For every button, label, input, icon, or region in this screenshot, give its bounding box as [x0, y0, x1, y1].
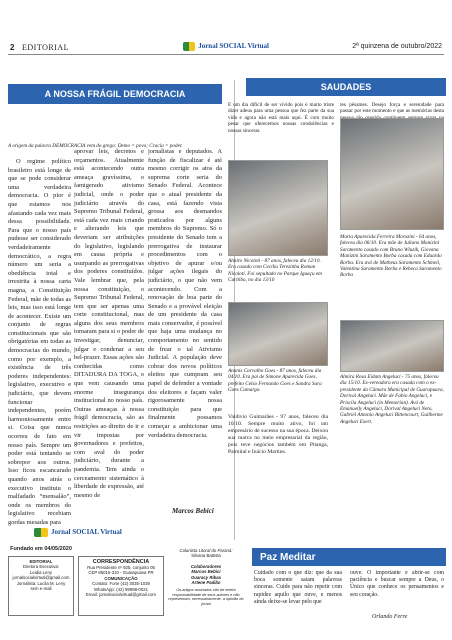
paz-meditar-author: Orlando Ferre [372, 614, 408, 620]
correspondence-line: COMUNICAÇÃO [104, 575, 138, 581]
logo-icon [34, 528, 48, 537]
caption-ananis-goes: Ananis Carvalho Goes - 87 anos, faleceu dia 04/10. Era pai de Simone Aparecida Goes, prefeito Celso Fernando Goes e Sandra Sara Goes Camargo. [228, 368, 322, 394]
disclaimer: Os artigos assinados são de inteira responsabilidade de seus autores e não representam, necessariamente, a opinião do jornal [168, 588, 244, 606]
photo-valdivio-guimaraes [340, 320, 444, 372]
correspondence-title: CORRESPONDÊNCIA [92, 559, 150, 565]
caption-almiro-nicoloti: Almiro Nicoloti - 87 anos, faleceu dia 12/10. Era casado com Cecilia Terezinha Roman Nicoloti. Foi sepultado no Parque Iguaçu em Curitiba, no dia 13/10 [228, 258, 322, 284]
editorial-text: aprovar leis, decretos e orçamentos. Atualmente está acontecendo outra ameaça gravíssima, o famigerado ativismo judicial, onde o poder judiciário através do Supremo Tribunal Federal, está cada vez mais criando e alterando leis que deveriam ser atribuições do legislativo, legislando em causa própria e usurpando as prerrogativas dos poderes constituídos. Vale lembrar que, pela nossa constituição, o Supremo Tribunal Federal, tem que ser apenas uma corte constitucional, mas alguns dos seus membros tomaram para si o poder de investigar, denunciar, julgar e condenar a seu bel-prazer. Essas ações são conhecidas como DITADURA DA TOGA, o que vem causando uma enorme insegurança institucional no nosso país. Outras ameaças à nossa frágil democracia, são as restrições ao direito de ir e vir impostas por governadores e prefeitos, com aval do poder judiciário, durante a pandemia. Tem ainda o cerceamento sistemático à liberdade de expressão, até mesmo de [74, 148, 144, 499]
columnist-name: Silvana Battista [191, 553, 221, 559]
footer-logo-text: Jornal SOCIAL Virtual [51, 528, 122, 536]
editorial-column-2 [74, 148, 144, 528]
saudades-title: SAUDADES [246, 78, 446, 96]
saudades-intro-1: É um dia difícil de ser vivido pois é muito triste dizer adeus para uma pessoa que fez parte da sua vida e agora não está mais aqui. É com muito pesar que oferecemos nossas condolências e nossas sinceras [228, 102, 334, 134]
editorial-subtitle: A origem da palavra DEMOCRACIA vem do grego: Demo = povo; Cracia = poder. [8, 143, 183, 149]
collaborator-name: Artene Padião [191, 580, 221, 586]
issue-date: 2ª quinzena de outubro/2022 [352, 43, 442, 50]
photo-almiro-nicoloti [228, 160, 328, 256]
photo-maria-aparecida [340, 118, 444, 230]
section-title: EDITORIAL [22, 43, 70, 52]
header-logo [183, 40, 269, 52]
editorial-box [8, 556, 74, 616]
logo-text: Jornal SOCIAL Virtual [198, 42, 269, 50]
correspondence-box [78, 556, 164, 616]
founded-date: Fundado em 04/05/2020 [10, 546, 72, 552]
editorial-box-line: EDITORIAL [29, 559, 53, 564]
editorial-title: A NOSSA FRÁGIL DEMOCRACIA [8, 84, 222, 104]
correspondence-line: CEP 85015-310 - Guarapuava PR [88, 570, 154, 576]
correspondence-line: Rua Presidente nº 925, conjunto 05 [87, 565, 155, 570]
editorial-box-line: Diretora Executiva: [22, 564, 60, 570]
collaborator-name: Marcos Bebici [191, 569, 221, 575]
paz-meditar-text-1: Cuidado com o que diz: que da sua boca somente saiam palavras sinceras. Cuide para não repetir com rapidez aquilo que ouve, e menos ainda deixe-se levar pelo que [254, 570, 342, 605]
correspondence-line: Contato: Fone (42) 3035-1039 [92, 581, 150, 587]
editorial-box-line: sem e-mail [30, 586, 52, 592]
logo-icon [183, 42, 195, 51]
editorial-text: jornalistas e deputados. A função de fiscalizar é até mesmo corrigir os atos da suprema corte seria do Senado Federal. Acontece que o atual presidente da casa, está fazendo vista grossa aos desmandos praticados por alguns membros do Supremo. Só o presidente do Senado tem a prerrogativa de instaurar procedimentos com o objetivo de apurar e/ou julgar ações ilegais do judiciário, o que não vem acontecendo. Com a renovação de boa parte do Senado e a provável eleição de um presidente da casa mais conservador, é possível que haja uma mudança no comportamento no sentido de frear o tal Ativismo Judicial. A população deve cobrar dos novos políticos eleitos que cumpram seu papel de defender a vontade dos eleitores e façam valer rigorosamente nossa constituição para que finalmente possamos começar a ambicionar uma verdadeira democracia. [148, 148, 222, 439]
header-divider [8, 54, 444, 55]
collaborator-name: Guaracy Ribas [190, 574, 222, 580]
caption-maria-aparecida: Maria Aparecida Ferreira Morozini - 64 anos, faleceu dia 06/10. Era mãe de Juliano Manizini Saramento casado com Bruno Wluzik, Giovana Manizini Saramento Borba casada com Eduardo Borba. Era avó de Matheus Saramento Schmeil, Valentina Saramento Borba e Rebeca Saramento Borba [340, 234, 442, 279]
editorial-column-1 [8, 158, 71, 528]
footer-logo [34, 526, 164, 538]
photo-ananis-goes [228, 302, 328, 366]
caption-valdivio-guimaraes: Valdivio Guimarães - 97 anos, faleceu dia 10/10. Sempre muito ativo, foi um empresário de sucesso na sua época. Deixou sua marca no meio empresarial da região, pois teve negócios também em Pitanga, Palmital e Inácio Martins. [228, 414, 328, 455]
correspondence-line: Email: jornalsocialvirtual@gmail.com [85, 592, 157, 598]
editorial-box-line: Leidia Leny [30, 569, 52, 575]
paz-meditar-title: Paz Meditar [252, 548, 446, 566]
editorial-text: O regime político brasileiro está longe de que se pode considerar uma verdadeira democracia. O pior é que estamos nos afastando cada vez mais dessa possibilidade. Para que o nosso país pudesse ser considerado verdadeiramente democrático, a regra número um seria a obediência total e irrestrita à nossa carta magna, a Constituição Federal, mãe de todas as leis, mas isso está longe de acontecer. Existe um conjunto de regras constitucionais que são obrigatórias em todas as democracias do mundo, como por exemplo, a existência de três poderes independentes: legislativo, executivo e judiciário, que devem funcionar independentes, porém harmoniosamente entre si. Coisa que nunca ocorreu de fato em nosso país. Sempre um poder está tentando se sobrepor aos outros. Isso ficou escancarado quando anos atrás o executivo instituiu o malfadado “mensalão”, onde os membros do legislativo recebiam gordas mesadas para [8, 158, 71, 526]
collaborators-title: Colaboradores [190, 563, 222, 569]
caption-almira-angeluci: Almira Rosa Eidam Angeluci - 75 anos, faleceu dia 15/10. Ex-vereadora era casada com o ex-presidente da Câmara Municipal de Guarapuava, Dorival Angeluci. Mãe de Fabio Angeluci, e Priscila Angeluci (in Memorian). Avó de Emanuelly Angeluci, Dorival Angeluci Neto, Gabriel Antonio Angeluci Bittencourt, Guilherme Angeluci Exert. [340, 374, 444, 425]
columnist-title: Colunista Litoral do Paraná: [179, 548, 233, 553]
correspondence-line: WhatsApp: (42) 99998-0021 [94, 586, 148, 592]
contributors-box [166, 548, 246, 606]
saudades-intro-2: tes pêsames. Desejo força e serenidade para passar por este momento e que as memórias desta [340, 102, 444, 115]
editorial-author: Marcos Bebici [172, 507, 214, 515]
paz-meditar-text-2: ouve. O importante é abrir-se com paciência e buscar sempre a Deus, o Único que conhece os pensamentos e seu coração. [350, 570, 444, 598]
editorial-box-line: jornalsocialvirtual@gmail.com [12, 575, 70, 581]
page-number: 2 [10, 43, 15, 52]
editorial-column-3 [148, 148, 222, 528]
editorial-box-line: Jornalista: Lucila M. Leny [16, 580, 66, 586]
